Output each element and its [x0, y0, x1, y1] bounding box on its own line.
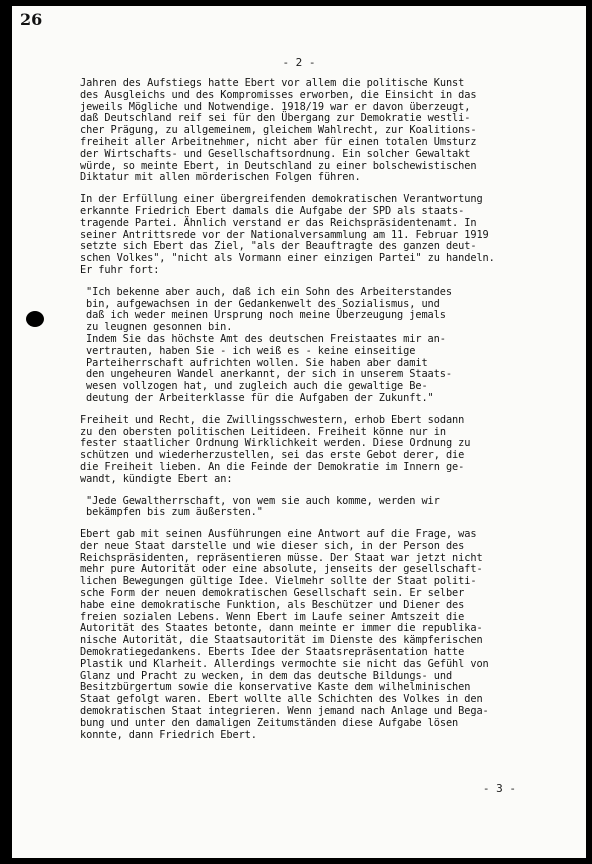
- text-line: schützen und wiederherzustellen, sei das erste Gebot derer, die: [80, 449, 465, 462]
- text-line: habe eine demokratische Funktion, als Beschützer und Diener des: [80, 598, 465, 611]
- text-line: Ebert gab mit seinen Ausführungen eine Antwort auf die Frage, was: [80, 528, 477, 541]
- quote-line: den ungeheuren Wandel anerkannt, der sich in unserem Staats-: [86, 368, 452, 381]
- text-line: Autorität des Staates betonte, dann meinte er immer die republika-: [80, 622, 483, 635]
- text-line: freien sozialen Lebens. Wenn Ebert im Laufe seiner Amtszeit die: [80, 610, 465, 623]
- paragraph-3: [80, 415, 550, 486]
- text-line: sche Form der neuen demokratischen Gesellschaft sein. Er selber: [80, 587, 465, 600]
- text-line: zu den obersten politischen Leitideen. Freiheit könne nur in: [80, 425, 446, 438]
- quote-1: [80, 287, 550, 405]
- text-line: Glanz und Pracht zu wecken, in dem das deutsche Bildungs- und: [80, 669, 453, 682]
- quote-2: [80, 496, 550, 520]
- text-line: erkannte Friedrich Ebert damals die Aufgabe der SPD als staats-: [80, 204, 465, 217]
- text-line: der Wirtschafts- und Gesellschaftsordnung. Ein solcher Gewaltakt: [80, 147, 471, 160]
- text-line: jeweils Mögliche und Notwendige. 1918/19 war er davon überzeugt,: [80, 100, 471, 113]
- paragraph-4: [80, 529, 550, 741]
- punch-hole: [26, 311, 44, 327]
- text-line: daß Deutschland reif sei für den Übergang zur Demokratie westli-: [80, 112, 471, 125]
- quote-line: Indem Sie das höchste Amt des deutschen Freistaates mir an-: [86, 332, 446, 345]
- quote-line: bin, aufgewachsen in der Gedankenwelt des Sozialismus, und: [86, 297, 440, 310]
- text-line: Freiheit und Recht, die Zwillingsschwestern, erhob Ebert sodann: [80, 413, 465, 426]
- quote-line: zu leugnen gesonnen bin.: [86, 321, 233, 334]
- text-line: setzte sich Ebert das Ziel, "als der Beauftragte des ganzen deut-: [80, 240, 477, 253]
- text-line: In der Erfüllung einer übergreifenden demokratischen Verantwortung: [80, 193, 483, 206]
- body-text: [80, 78, 550, 741]
- quote-line: deutung der Arbeiterklasse für die Aufgaben der Zukunft.": [86, 391, 434, 404]
- quote-line: Parteiherrschaft aufrichten wollen. Sie haben aber damit: [86, 356, 428, 369]
- paragraph-2: [80, 194, 550, 277]
- text-line: des Ausgleichs und des Kompromisses erworben, die Einsicht in das: [80, 88, 477, 101]
- text-line: mehr pure Autorität oder eine absolute, jenseits der gesellschaft-: [80, 563, 483, 576]
- corner-mark: 26: [20, 10, 43, 29]
- paragraph-1: [80, 78, 550, 184]
- text-line: Besitzbürgertum sowie die konservative Kaste dem wilhelminischen: [80, 681, 471, 694]
- text-line: cher Prägung, zu allgemeinem, gleichem Wahlrecht, zur Koalitions-: [80, 124, 477, 137]
- text-line: schen Volkes", "nicht als Vormann einer einzigen Partei" zu handeln.: [80, 252, 495, 265]
- quote-line: "Ich bekenne aber auch, daß ich ein Sohn des Arbeiterstandes: [86, 285, 452, 298]
- text-line: Diktatur mit allen mörderischen Folgen führen.: [80, 171, 361, 184]
- document-page: [12, 6, 586, 858]
- text-line: fester staatlicher Ordnung Wirklichkeit werden. Diese Ordnung zu: [80, 437, 471, 450]
- text-line: freiheit aller Arbeitnehmer, nicht aber für einen totalen Umsturz: [80, 135, 477, 148]
- text-line: würde, so meinte Ebert, in Deutschland zu einer bolschewistischen: [80, 159, 477, 172]
- text-line: Jahren des Aufstiegs hatte Ebert vor allem die politische Kunst: [80, 77, 465, 89]
- text-line: Plastik und Klarheit. Allerdings vermochte sie nicht das Gefühl von: [80, 657, 489, 670]
- text-line: lichen Bewegungen gültige Idee. Vielmehr sollte der Staat politi-: [80, 575, 477, 588]
- quote-line: wesen vollzogen hat, und zugleich auch die gewaltige Be-: [86, 380, 428, 393]
- text-line: konnte, dann Friedrich Ebert.: [80, 728, 257, 741]
- quote-line: vertrauten, haben Sie - ich weiß es - keine einseitige: [86, 344, 416, 357]
- text-line: seiner Antrittsrede vor der Nationalversammlung am 11. Februar 1919: [80, 228, 489, 241]
- text-line: wandt, kündigte Ebert an:: [80, 472, 233, 485]
- text-line: Staat gefolgt waren. Ebert wollte alle Schichten des Volkes in den: [80, 693, 483, 706]
- text-line: Demokratiegedankens. Eberts Idee der Staatsrepräsentation hatte: [80, 646, 465, 659]
- page-number: - 2 -: [282, 56, 316, 69]
- next-page-indicator: - 3 -: [482, 782, 516, 795]
- text-line: tragende Partei. Ähnlich verstand er das Reichspräsidentenamt. In: [80, 216, 477, 229]
- text-line: bung und unter den damaligen Zeitumständen diese Aufgabe lösen: [80, 716, 459, 729]
- text-line: Er fuhr fort:: [80, 263, 160, 276]
- quote-line: daß ich weder meinen Ursprung noch meine Überzeugung jemals: [86, 309, 446, 322]
- text-line: die Freiheit lieben. An die Feinde der Demokratie im Innern ge-: [80, 460, 465, 473]
- text-line: demokratischen Staat integrieren. Wenn jemand nach Anlage und Bega-: [80, 705, 489, 718]
- quote-line: "Jede Gewaltherrschaft, von wem sie auch komme, werden wir: [86, 494, 440, 507]
- text-line: nische Autorität, die Staatsautorität im Dienste des kämpferischen: [80, 634, 483, 647]
- quote-line: bekämpfen bis zum äußersten.": [86, 506, 263, 519]
- text-line: der neue Staat darstelle und wie dieser sich, in der Person des: [80, 539, 465, 552]
- text-line: Reichspräsidenten, repräsentieren müsse. Der Staat war jetzt nicht: [80, 551, 483, 564]
